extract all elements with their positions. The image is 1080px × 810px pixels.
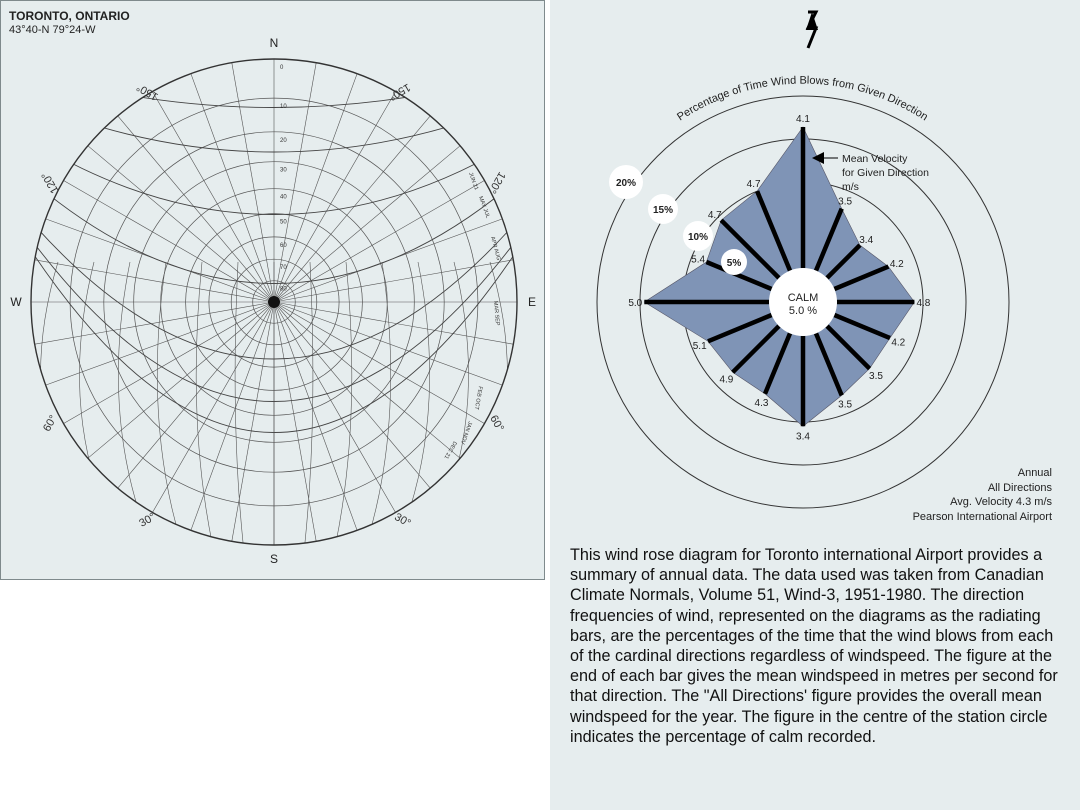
altitude-label: 50	[280, 219, 287, 226]
wind-rose-caption: This wind rose diagram for Toronto international Airport provides a summary of annual data. The data used was taken from Canadian Climate Normals, Volume 51, Wind-3, 1951-1980. The direction frequencies of wind, represented on the diagrams as the radiating bars, are the percentages of the time that the wind blows from each of the cardinal directions regardless of windspeed. The figure at the end of each bar gives the mean windspeed in metres per second for that direction. The "All Directions' figure provides the overall mean windspeed for the year. The figure in the centre of the station circle indicates the percentage of calm recorded.	[570, 546, 1058, 746]
azimuth-line	[274, 302, 430, 488]
azimuth-line	[153, 92, 275, 302]
velocity-note-line-2: for Given Direction	[842, 167, 929, 179]
velocity-label: 4.3	[754, 398, 769, 410]
azimuth-line	[118, 116, 274, 302]
azimuth-line	[274, 302, 357, 530]
velocity-label: 4.2	[889, 259, 904, 271]
date-label-dec: DEC 21	[442, 440, 458, 460]
sun-path-chart-panel	[0, 0, 545, 580]
velocity-label: 5.4	[691, 254, 706, 266]
legend-line: Avg. Velocity 4.3 m/s	[950, 496, 1052, 508]
altitude-label: 70	[280, 265, 287, 272]
sun-path-curve	[1, 149, 546, 359]
sun-path-curve	[1, 77, 546, 152]
velocity-label: 5.0	[628, 298, 643, 309]
wind-rose-legend	[913, 466, 1052, 524]
velocity-label: 3.5	[869, 371, 883, 382]
azimuth-line	[153, 302, 275, 512]
date-label-jun: JUN 21	[467, 171, 480, 191]
azimuth-label-30-left: 30°	[137, 511, 158, 530]
hour-line	[157, 262, 184, 552]
velocity-note-line-1: Mean Velocity	[842, 153, 908, 165]
hour-line	[41, 262, 94, 552]
azimuth-line	[191, 74, 274, 302]
ring-label-20: 20%	[615, 178, 637, 189]
date-label-apr-aug: APR AUG	[489, 235, 502, 262]
azimuth-line	[191, 302, 274, 530]
compass-west: W	[10, 295, 22, 309]
azimuth-label-60-right: 60°	[487, 413, 506, 434]
blank-area	[0, 580, 548, 810]
sun-path-curve	[1, 126, 546, 284]
azimuth-line	[274, 116, 430, 302]
ring-label-10: 10%	[687, 232, 709, 243]
hour-line	[304, 262, 313, 552]
azimuth-label-120-left: 120°	[39, 169, 62, 196]
hour-line	[364, 262, 391, 552]
calm-label: CALM	[787, 292, 819, 304]
azimuth-line	[88, 302, 274, 458]
north-arrow-icon	[806, 12, 818, 48]
date-label-may-jul: MAY JUL	[477, 195, 491, 220]
velocity-label: 3.4	[859, 234, 874, 246]
hour-line	[424, 262, 469, 552]
station-title: TORONTO, ONTARIO	[9, 9, 130, 23]
azimuth-line	[64, 181, 274, 303]
zenith-dot	[268, 296, 280, 308]
velocity-label: 4.2	[891, 337, 906, 349]
sun-path-curve	[1, 154, 546, 402]
azimuth-label-150-left: 150°	[134, 80, 161, 103]
altitude-label: 20	[280, 137, 287, 144]
azimuth-line	[64, 302, 274, 424]
calm-value: 5.0 %	[788, 305, 818, 317]
altitude-label: 40	[280, 194, 287, 201]
legend-line: Pearson International Airport	[912, 510, 1052, 523]
ring-label-5: 5%	[726, 258, 742, 269]
date-label-feb-oct: FEB OCT	[472, 385, 483, 411]
azimuth-label-120-right: 120°	[485, 169, 508, 196]
legend-line: All Directions	[987, 481, 1052, 494]
velocity-label: 4.7	[707, 209, 722, 221]
azimuth-line	[232, 63, 274, 302]
wind-rose-diagram	[550, 0, 1080, 540]
velocity-label: 4.8	[916, 298, 931, 309]
velocity-label: 4.1	[796, 114, 810, 125]
compass-north: N	[269, 36, 279, 50]
date-label-mar-sep: MAR SEP	[492, 300, 501, 326]
azimuth-line	[274, 302, 396, 512]
station-coordinates: 43°40-N 79°24-W	[9, 24, 96, 36]
velocity-label: 3.5	[838, 196, 853, 208]
compass-east: E	[527, 295, 537, 309]
sun-path-curve	[1, 55, 546, 111]
altitude-label: 30	[280, 167, 287, 174]
velocity-label: 3.5	[838, 399, 853, 411]
azimuth-line	[118, 302, 274, 488]
azimuth-label-60-left: 60°	[41, 413, 60, 434]
altitude-label: 80	[280, 286, 287, 293]
azimuth-line	[274, 302, 513, 344]
sun-path-diagram	[1, 1, 546, 581]
altitude-label: 10	[280, 104, 287, 111]
sun-path-curve	[1, 102, 546, 215]
compass-south: S	[269, 552, 279, 566]
altitude-labels	[280, 65, 287, 293]
azimuth-line	[35, 302, 274, 344]
azimuth-line	[274, 302, 484, 424]
legend-line: Annual	[1017, 467, 1052, 479]
azimuth-line	[274, 302, 316, 541]
altitude-label: 60	[280, 242, 287, 249]
hour-line	[79, 262, 124, 552]
azimuth-line	[232, 302, 274, 541]
date-label-jan-nov: JAN NOV	[458, 420, 473, 445]
azimuth-line	[274, 181, 484, 303]
azimuth-line	[88, 146, 274, 302]
altitude-label: 0	[280, 65, 284, 71]
hour-line	[235, 262, 244, 552]
azimuth-line	[274, 302, 460, 458]
azimuth-label-30-right: 30°	[392, 511, 413, 530]
velocity-label: 4.9	[719, 374, 734, 386]
hour-line	[454, 262, 507, 552]
sun-path-curve	[1, 155, 546, 433]
velocity-label: 5.1	[692, 340, 707, 352]
ring-label-15: 15%	[652, 205, 674, 216]
azimuth-line	[274, 146, 460, 302]
azimuth-label-150-right: 150°	[386, 80, 413, 103]
velocity-label: 3.4	[796, 431, 810, 443]
velocity-label: 4.7	[746, 178, 761, 190]
azimuth-line	[274, 92, 396, 302]
wind-rose-title: Percentage of Time Wind Blows from Given Direction	[675, 74, 930, 124]
velocity-note-line-3: m/s	[842, 181, 859, 193]
